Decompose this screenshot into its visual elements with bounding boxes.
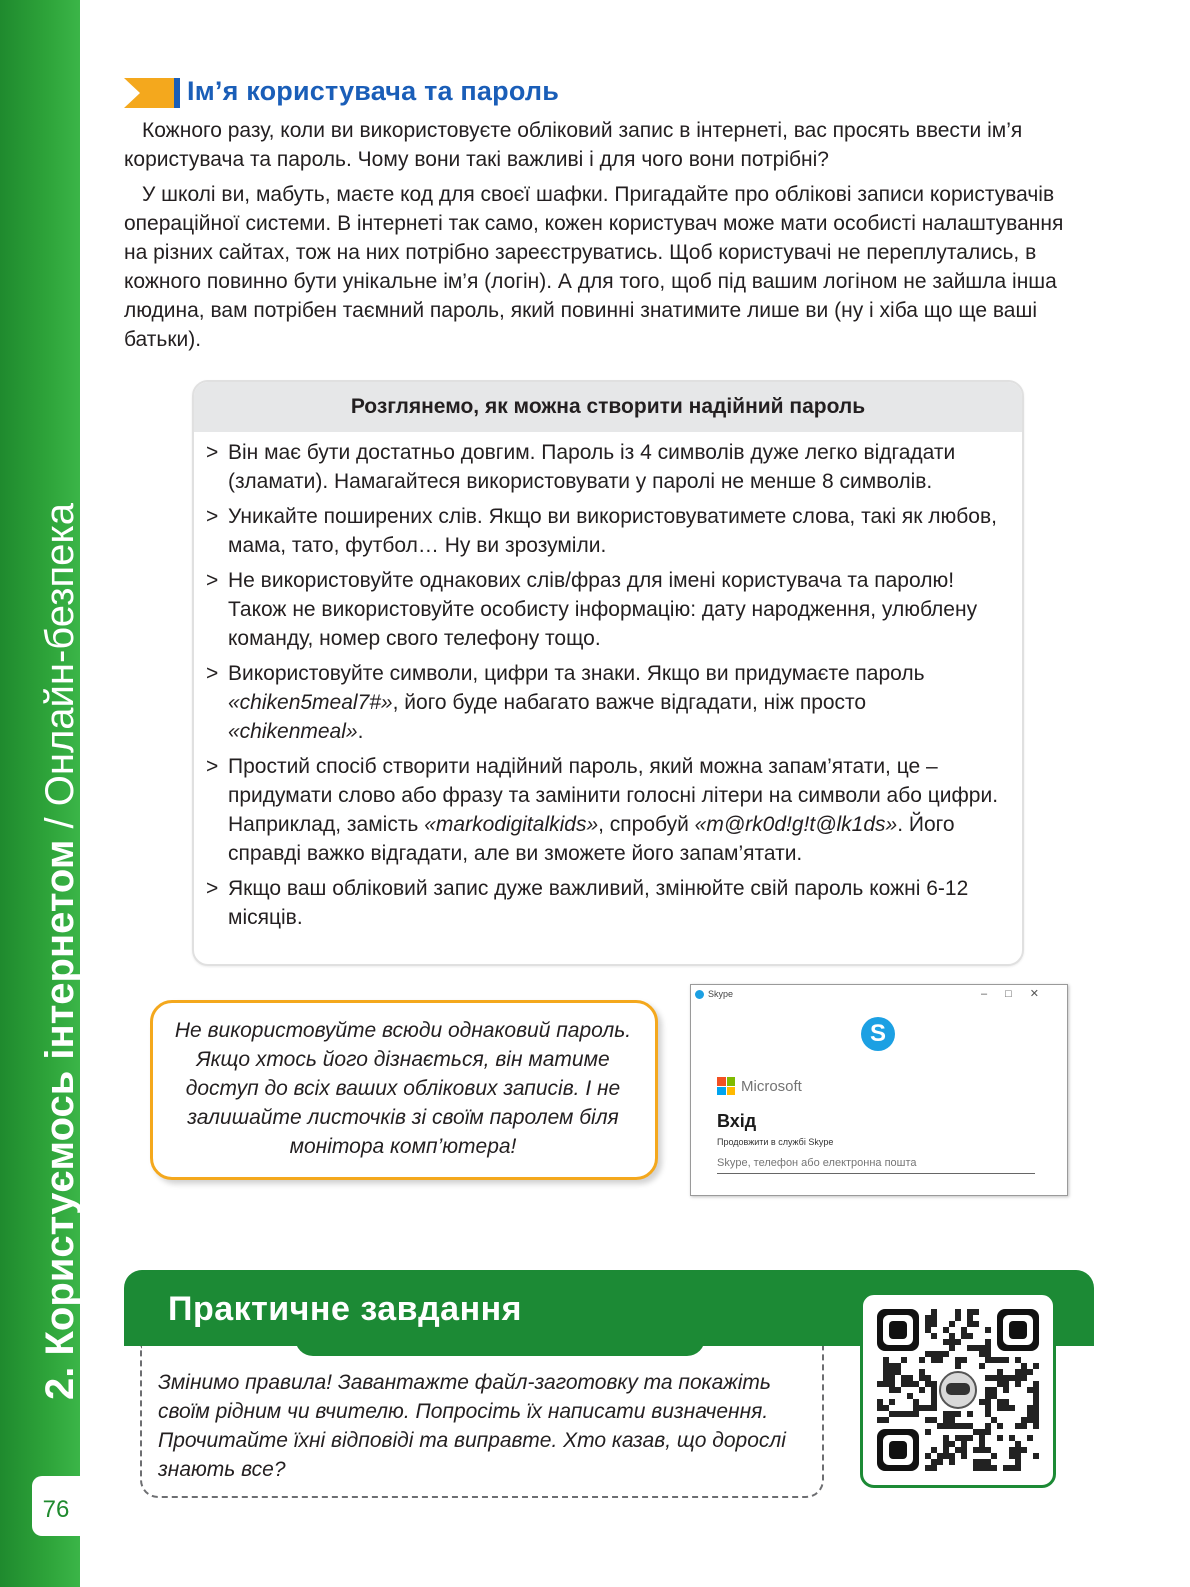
intro-paragraph-1-text: Кожного разу, коли ви використовуєте обліковий запис в інтернеті, вас просять ввести ім’я користувача та пароль. Чому вони такі важливі і для чого вони потрібні? [124,119,1023,171]
tip-item [206,752,1004,868]
tip-text: Не використовуйте однакових слів/фраз для імені користувача та паролю! Також не використовуйте особисту інформацію: дату народження, улюблену команду, номер свого телефону тощо. [228,569,978,650]
tip-item [206,874,1004,932]
chapter-title-vertical [40,503,80,1400]
page-number: 76 [42,1496,70,1523]
password-example: «chiken5meal7#» [228,691,393,714]
password-tips-box [192,380,1024,966]
tip-text: . Його справді важко відгадати, але ви зможете його запам’ятати. [228,813,955,865]
practice-text: Змінимо правила! Завантажте файл-заготовку та покажіть своїм рідним чи вчителю. Попросіть їх написати визначення. Прочитайте їхні відповіді та виправте. Хто казав, що дорослі знають все? [158,1371,786,1481]
intro-paragraph-1 [124,116,1084,174]
skype-small-icon [695,990,704,999]
password-example: «markodigitalkids» [424,813,599,836]
chapter-title-main: 2. Користуємось інтернетом [38,839,82,1400]
qr-code-frame[interactable] [860,1292,1056,1488]
tip-item [206,566,1004,653]
bullet-marker: > [206,569,219,592]
section-title: Ім’я користувача та пароль [187,76,560,106]
tip-text: Якщо ваш обліковий запис дуже важливий, змінюйте свій пароль кожні 6-12 місяців. [228,877,969,929]
bullet-marker: > [206,662,219,685]
tip-text: Уникайте поширених слів. Якщо ви використовуватимете слова, такі як любов, мама, тато, футбол… Ну ви зрозуміли. [228,505,997,557]
bullet-marker: > [206,441,219,464]
tip-text: , його буде набагато важче відгадати, ніж просто [392,691,867,714]
skype-logo-icon: S [861,1017,895,1051]
signin-title: Вхід [717,1111,757,1131]
tip-item [206,438,1004,496]
tip-text: Простий спосіб створити надійний пароль, який можна запам’ятати, це – придумати слово або фразу та замінити голосні літери на символи або цифри. Наприклад, замість [228,755,999,836]
bullet-marker: > [206,877,219,900]
qr-code[interactable] [877,1309,1039,1471]
tip-text: Використовуйте символи, цифри та знаки. Якщо ви придумаєте пароль [228,662,925,685]
password-example: «chikenmeal» [228,720,358,743]
tip-text: Він має бути достатньо довгим. Пароль із 4 символів дуже легко відгадати (зламати). Намагайтеся використовувати у паролі не менше 8 символів. [228,441,956,493]
window-controls[interactable]: –□✕ [981,988,1057,1000]
warning-note-text: Не використовуйте всюди однаковий пароль. Якщо хтось його дізнається, він матиме доступ до всіх ваших облікових записів. І не залишайте листочків зі своїм паролем біля монітора комп’ютера! [174,1019,632,1158]
intro-paragraph-2-text: У школі ви, мабуть, маєте код для своєї шафки. Пригадайте про облікові записи користувачів операційної системи. В інтернеті так само, кожен користувач може мати особисті налаштування на різних сайтах, тож на них потрібно зареєструватись. Щоб користувачі не переплутались, в кожного повинно бути унікальне ім’я (логін). А для того, щоб під вашим логіном не зайшла інша людина, вам потрібен таємний пароль, який повинні знатимите лише ви (ну і хіба що ще ваші батьки). [124,183,1064,351]
tip-text: , спробуй [598,813,695,836]
microsoft-brand [717,1077,802,1095]
microsoft-logo-icon [717,1077,735,1095]
microsoft-name: Microsoft [741,1077,802,1095]
tip-item [206,502,1004,560]
bullet-marker: > [206,755,219,778]
skype-title-bar [695,989,733,999]
tip-text: . [357,720,364,743]
intro-paragraph-2 [124,180,1084,354]
bullet-marker: > [206,505,219,528]
tips-header: Розглянемо, як можна створити надійний пароль [194,382,1022,432]
signin-subtitle: Продовжити в службі Skype [717,1137,834,1147]
tip-item [206,659,1004,746]
skype-window-title: Skype [708,989,734,999]
password-example: «m@rk0d!g!t@lk1ds» [694,813,898,836]
skype-signin-screenshot [690,984,1068,1196]
login-input[interactable] [717,1153,1035,1174]
chapter-title-sub: / Онлайн-безпека [38,502,82,840]
tips-list [194,432,1022,932]
practice-title: Практичне завдання [168,1290,522,1328]
orange-flag-icon [124,78,180,108]
